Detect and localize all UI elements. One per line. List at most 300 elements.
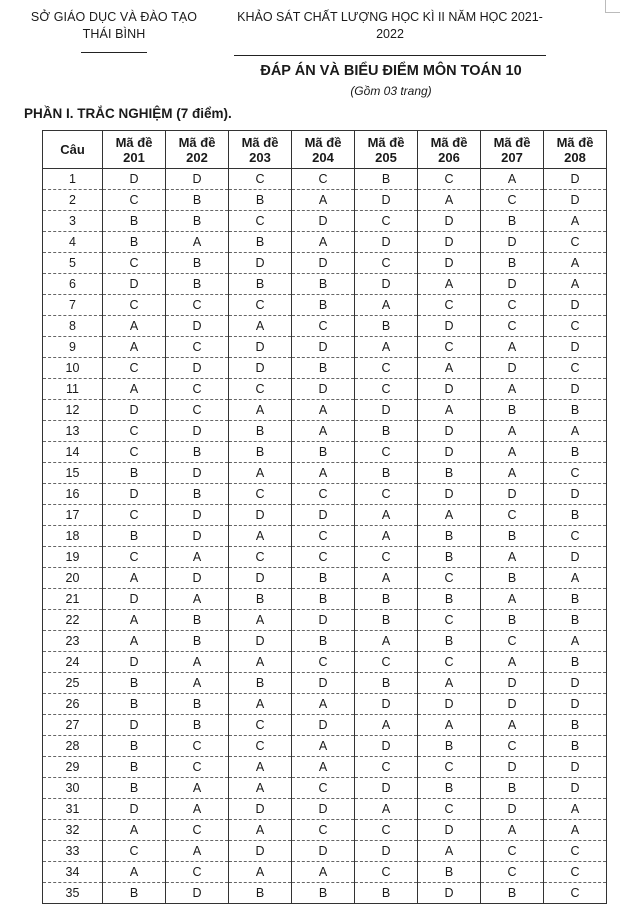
answer-cell: C bbox=[418, 757, 481, 778]
question-number-cell: 27 bbox=[43, 715, 103, 736]
answer-cell: C bbox=[544, 841, 607, 862]
answer-cell: C bbox=[166, 820, 229, 841]
answer-cell: B bbox=[103, 232, 166, 253]
answer-cell: C bbox=[418, 169, 481, 190]
answer-cell: C bbox=[481, 316, 544, 337]
answer-cell: D bbox=[355, 841, 418, 862]
answer-cell: D bbox=[355, 400, 418, 421]
answer-cell: B bbox=[481, 211, 544, 232]
answer-cell: D bbox=[418, 883, 481, 904]
answer-cell: B bbox=[166, 484, 229, 505]
answer-cell: D bbox=[103, 169, 166, 190]
answer-cell: A bbox=[229, 757, 292, 778]
answer-cell: D bbox=[292, 841, 355, 862]
answer-cell: A bbox=[229, 778, 292, 799]
table-row bbox=[43, 736, 607, 757]
answer-cell: A bbox=[481, 589, 544, 610]
answer-cell: C bbox=[292, 526, 355, 547]
table-row bbox=[43, 190, 607, 211]
answer-cell: B bbox=[166, 253, 229, 274]
answer-cell: C bbox=[355, 820, 418, 841]
answer-cell: C bbox=[103, 421, 166, 442]
answer-cell: C bbox=[292, 778, 355, 799]
answer-cell: D bbox=[103, 274, 166, 295]
question-number-cell: 5 bbox=[43, 253, 103, 274]
question-number-cell: 19 bbox=[43, 547, 103, 568]
answer-cell: A bbox=[544, 274, 607, 295]
answer-cell: D bbox=[481, 484, 544, 505]
answer-cell: A bbox=[481, 463, 544, 484]
answer-cell: A bbox=[229, 694, 292, 715]
answer-cell: D bbox=[292, 379, 355, 400]
table-row bbox=[43, 820, 607, 841]
column-header-exam-code: Mã đề 205 bbox=[355, 131, 418, 169]
answer-cell: A bbox=[544, 211, 607, 232]
answer-cell: A bbox=[229, 652, 292, 673]
answer-cell: A bbox=[103, 568, 166, 589]
question-number-cell: 12 bbox=[43, 400, 103, 421]
answer-cell: B bbox=[481, 883, 544, 904]
answer-cell: A bbox=[292, 190, 355, 211]
answer-cell: B bbox=[292, 295, 355, 316]
question-number-cell: 10 bbox=[43, 358, 103, 379]
answer-cell: C bbox=[103, 295, 166, 316]
answer-cell: D bbox=[166, 316, 229, 337]
table-row bbox=[43, 316, 607, 337]
answer-cell: C bbox=[418, 337, 481, 358]
answer-cell: B bbox=[355, 883, 418, 904]
answer-cell: B bbox=[103, 694, 166, 715]
table-row bbox=[43, 547, 607, 568]
answer-cell: C bbox=[544, 463, 607, 484]
answer-cell: C bbox=[418, 568, 481, 589]
table-row bbox=[43, 862, 607, 883]
answer-cell: D bbox=[481, 694, 544, 715]
answer-cell: D bbox=[166, 526, 229, 547]
answer-cell: C bbox=[544, 316, 607, 337]
question-number-cell: 4 bbox=[43, 232, 103, 253]
question-number-cell: 3 bbox=[43, 211, 103, 232]
answer-cell: A bbox=[103, 379, 166, 400]
answer-cell: A bbox=[166, 778, 229, 799]
answer-cell: A bbox=[355, 295, 418, 316]
answer-key-table bbox=[42, 130, 607, 904]
table-row bbox=[43, 589, 607, 610]
answer-cell: A bbox=[481, 169, 544, 190]
table-row bbox=[43, 610, 607, 631]
answer-cell: B bbox=[103, 757, 166, 778]
answer-cell: A bbox=[355, 337, 418, 358]
answer-cell: C bbox=[481, 295, 544, 316]
table-row bbox=[43, 400, 607, 421]
answer-cell: B bbox=[481, 568, 544, 589]
answer-cell: B bbox=[355, 610, 418, 631]
answer-cell: D bbox=[166, 463, 229, 484]
answer-cell: A bbox=[292, 736, 355, 757]
department-name: SỞ GIÁO DỤC VÀ ĐÀO TẠO bbox=[30, 10, 198, 24]
answer-cell: B bbox=[166, 442, 229, 463]
answer-cell: C bbox=[355, 547, 418, 568]
answer-cell: D bbox=[418, 484, 481, 505]
question-number-cell: 24 bbox=[43, 652, 103, 673]
answer-cell: C bbox=[355, 253, 418, 274]
question-number-cell: 14 bbox=[43, 442, 103, 463]
question-number-cell: 22 bbox=[43, 610, 103, 631]
question-number-cell: 2 bbox=[43, 190, 103, 211]
answer-cell: A bbox=[103, 610, 166, 631]
answer-cell: C bbox=[481, 736, 544, 757]
answer-cell: D bbox=[355, 778, 418, 799]
answer-cell: B bbox=[229, 232, 292, 253]
answer-cell: A bbox=[418, 190, 481, 211]
issuer-header bbox=[14, 9, 214, 53]
answer-cell: D bbox=[166, 169, 229, 190]
table-header-row bbox=[43, 131, 607, 169]
answer-cell: C bbox=[229, 379, 292, 400]
question-number-cell: 1 bbox=[43, 169, 103, 190]
answer-cell: A bbox=[418, 400, 481, 421]
answer-cell: D bbox=[229, 358, 292, 379]
answer-cell: B bbox=[229, 442, 292, 463]
answer-cell: B bbox=[166, 610, 229, 631]
answer-cell: D bbox=[418, 379, 481, 400]
answer-cell: C bbox=[481, 841, 544, 862]
answer-cell: C bbox=[229, 211, 292, 232]
answer-cell: B bbox=[544, 652, 607, 673]
table-row bbox=[43, 568, 607, 589]
answer-cell: D bbox=[229, 799, 292, 820]
answer-cell: B bbox=[166, 274, 229, 295]
answer-cell: D bbox=[166, 883, 229, 904]
answer-cell: D bbox=[355, 232, 418, 253]
question-number-cell: 33 bbox=[43, 841, 103, 862]
answer-cell: D bbox=[418, 211, 481, 232]
table-row bbox=[43, 757, 607, 778]
answer-cell: D bbox=[544, 484, 607, 505]
answer-cell: B bbox=[292, 358, 355, 379]
table-row bbox=[43, 232, 607, 253]
answer-cell: A bbox=[166, 589, 229, 610]
answer-cell: D bbox=[418, 232, 481, 253]
page-corner-mark bbox=[605, 0, 620, 13]
answer-cell: D bbox=[481, 358, 544, 379]
answer-cell: B bbox=[103, 736, 166, 757]
answer-cell: C bbox=[355, 358, 418, 379]
answer-cell: B bbox=[418, 547, 481, 568]
answer-cell: B bbox=[292, 568, 355, 589]
exam-title: KHẢO SÁT CHẤT LƯỢNG HỌC KÌ II NĂM HỌC 2021-2022 bbox=[237, 10, 543, 41]
table-row bbox=[43, 652, 607, 673]
answer-cell: D bbox=[166, 358, 229, 379]
answer-cell: B bbox=[481, 610, 544, 631]
answer-cell: D bbox=[481, 673, 544, 694]
answer-cell: B bbox=[166, 715, 229, 736]
answer-cell: C bbox=[292, 820, 355, 841]
answer-cell: A bbox=[103, 316, 166, 337]
answer-cell: A bbox=[229, 463, 292, 484]
answer-cell: C bbox=[481, 505, 544, 526]
answer-cell: D bbox=[103, 484, 166, 505]
answer-cell: D bbox=[418, 253, 481, 274]
table-row bbox=[43, 883, 607, 904]
answer-cell: B bbox=[355, 316, 418, 337]
answer-cell: B bbox=[418, 463, 481, 484]
answer-cell: B bbox=[166, 631, 229, 652]
answer-cell: A bbox=[355, 568, 418, 589]
answer-cell: A bbox=[166, 799, 229, 820]
table-row bbox=[43, 379, 607, 400]
table-row bbox=[43, 253, 607, 274]
answer-cell: C bbox=[355, 652, 418, 673]
table-row bbox=[43, 169, 607, 190]
question-number-cell: 9 bbox=[43, 337, 103, 358]
answer-cell: C bbox=[355, 211, 418, 232]
answer-cell: A bbox=[418, 715, 481, 736]
answer-cell: D bbox=[355, 736, 418, 757]
answer-cell: D bbox=[481, 232, 544, 253]
column-header-question: Câu bbox=[43, 131, 103, 169]
answer-cell: C bbox=[292, 652, 355, 673]
answer-cell: C bbox=[418, 295, 481, 316]
answer-cell: D bbox=[229, 631, 292, 652]
answer-cell: B bbox=[103, 526, 166, 547]
answer-cell: A bbox=[229, 526, 292, 547]
answer-cell: D bbox=[292, 673, 355, 694]
answer-cell: A bbox=[166, 652, 229, 673]
answer-cell: C bbox=[481, 862, 544, 883]
table-row bbox=[43, 442, 607, 463]
answer-cell: B bbox=[166, 211, 229, 232]
answer-cell: C bbox=[544, 862, 607, 883]
answer-cell: A bbox=[103, 631, 166, 652]
column-header-exam-code: Mã đề 208 bbox=[544, 131, 607, 169]
answer-cell: B bbox=[355, 463, 418, 484]
answer-cell: C bbox=[103, 358, 166, 379]
question-number-cell: 28 bbox=[43, 736, 103, 757]
answer-cell: B bbox=[481, 526, 544, 547]
question-number-cell: 8 bbox=[43, 316, 103, 337]
answer-cell: C bbox=[229, 547, 292, 568]
answer-cell: D bbox=[418, 820, 481, 841]
table-row bbox=[43, 274, 607, 295]
answer-cell: A bbox=[229, 610, 292, 631]
question-number-cell: 13 bbox=[43, 421, 103, 442]
answer-cell: D bbox=[292, 505, 355, 526]
answer-cell: B bbox=[229, 421, 292, 442]
answer-cell: A bbox=[418, 358, 481, 379]
question-number-cell: 7 bbox=[43, 295, 103, 316]
answer-cell: C bbox=[103, 505, 166, 526]
answer-cell: B bbox=[418, 631, 481, 652]
answer-cell: B bbox=[103, 778, 166, 799]
answer-cell: A bbox=[103, 862, 166, 883]
answer-cell: B bbox=[355, 589, 418, 610]
answer-cell: A bbox=[166, 673, 229, 694]
answer-cell: D bbox=[166, 421, 229, 442]
answer-cell: C bbox=[544, 358, 607, 379]
answer-cell: A bbox=[481, 820, 544, 841]
answer-cell: D bbox=[544, 190, 607, 211]
answer-cell: C bbox=[418, 799, 481, 820]
answer-cell: B bbox=[418, 862, 481, 883]
answer-cell: D bbox=[166, 568, 229, 589]
answer-cell: A bbox=[166, 232, 229, 253]
answer-cell: A bbox=[544, 820, 607, 841]
answer-cell: A bbox=[355, 526, 418, 547]
answer-cell: D bbox=[103, 799, 166, 820]
answer-cell: C bbox=[292, 169, 355, 190]
answer-cell: C bbox=[481, 190, 544, 211]
question-number-cell: 17 bbox=[43, 505, 103, 526]
column-header-exam-code: Mã đề 202 bbox=[166, 131, 229, 169]
answer-cell: C bbox=[418, 652, 481, 673]
answer-cell: A bbox=[229, 316, 292, 337]
answer-cell: A bbox=[166, 841, 229, 862]
answer-cell: D bbox=[229, 568, 292, 589]
answer-cell: D bbox=[292, 253, 355, 274]
answer-cell: C bbox=[229, 484, 292, 505]
question-number-cell: 15 bbox=[43, 463, 103, 484]
answer-cell: D bbox=[544, 295, 607, 316]
answer-cell: B bbox=[166, 694, 229, 715]
answer-cell: C bbox=[355, 442, 418, 463]
answer-cell: B bbox=[544, 400, 607, 421]
answer-cell: B bbox=[481, 400, 544, 421]
answer-cell: B bbox=[229, 190, 292, 211]
table-row bbox=[43, 463, 607, 484]
answer-cell: B bbox=[292, 442, 355, 463]
answer-cell: A bbox=[481, 547, 544, 568]
answer-cell: C bbox=[103, 841, 166, 862]
answer-cell: B bbox=[355, 169, 418, 190]
answer-cell: A bbox=[292, 400, 355, 421]
answer-cell: A bbox=[292, 694, 355, 715]
answer-cell: C bbox=[166, 400, 229, 421]
table-row bbox=[43, 694, 607, 715]
answer-cell: D bbox=[544, 337, 607, 358]
answer-cell: B bbox=[418, 736, 481, 757]
answer-cell: B bbox=[544, 589, 607, 610]
table-row bbox=[43, 631, 607, 652]
answer-cell: B bbox=[103, 673, 166, 694]
answer-cell: A bbox=[544, 799, 607, 820]
answer-cell: B bbox=[166, 190, 229, 211]
answer-cell: C bbox=[166, 295, 229, 316]
answer-cell: D bbox=[103, 715, 166, 736]
answer-cell: A bbox=[229, 862, 292, 883]
answer-cell: A bbox=[229, 820, 292, 841]
answer-cell: A bbox=[544, 568, 607, 589]
table-row bbox=[43, 358, 607, 379]
answer-cell: D bbox=[103, 652, 166, 673]
table-row bbox=[43, 421, 607, 442]
answer-cell: A bbox=[544, 421, 607, 442]
question-number-cell: 25 bbox=[43, 673, 103, 694]
answer-cell: B bbox=[544, 715, 607, 736]
answer-cell: D bbox=[418, 421, 481, 442]
answer-cell: A bbox=[355, 631, 418, 652]
question-number-cell: 23 bbox=[43, 631, 103, 652]
answer-cell: B bbox=[103, 883, 166, 904]
table-row bbox=[43, 484, 607, 505]
answer-cell: D bbox=[292, 715, 355, 736]
answer-cell: D bbox=[544, 673, 607, 694]
answer-cell: A bbox=[481, 715, 544, 736]
answer-cell: D bbox=[292, 337, 355, 358]
answer-cell: A bbox=[355, 505, 418, 526]
answer-cell: D bbox=[544, 547, 607, 568]
answer-cell: D bbox=[292, 610, 355, 631]
table-row bbox=[43, 841, 607, 862]
answer-cell: B bbox=[418, 589, 481, 610]
answer-cell: C bbox=[355, 379, 418, 400]
answer-cell: A bbox=[292, 757, 355, 778]
answer-cell: A bbox=[481, 442, 544, 463]
table-row bbox=[43, 673, 607, 694]
column-header-exam-code: Mã đề 204 bbox=[292, 131, 355, 169]
answer-cell: A bbox=[355, 715, 418, 736]
answer-cell: B bbox=[292, 274, 355, 295]
answer-cell: B bbox=[292, 631, 355, 652]
question-number-cell: 29 bbox=[43, 757, 103, 778]
answer-cell: A bbox=[481, 652, 544, 673]
answer-cell: D bbox=[292, 211, 355, 232]
exam-header-underline bbox=[234, 55, 546, 56]
answer-cell: D bbox=[481, 757, 544, 778]
table-row bbox=[43, 526, 607, 547]
answer-cell: C bbox=[292, 316, 355, 337]
answer-cell: D bbox=[355, 694, 418, 715]
answer-cell: D bbox=[355, 274, 418, 295]
answer-cell: C bbox=[166, 862, 229, 883]
question-number-cell: 6 bbox=[43, 274, 103, 295]
answer-cell: D bbox=[229, 337, 292, 358]
question-number-cell: 35 bbox=[43, 883, 103, 904]
answer-cell: D bbox=[544, 694, 607, 715]
answer-cell: D bbox=[292, 799, 355, 820]
answer-cell: A bbox=[418, 841, 481, 862]
table-body bbox=[43, 169, 607, 904]
answer-cell: C bbox=[103, 442, 166, 463]
answer-cell: A bbox=[544, 631, 607, 652]
answer-cell: B bbox=[418, 526, 481, 547]
answer-cell: B bbox=[355, 673, 418, 694]
table-row bbox=[43, 505, 607, 526]
question-number-cell: 32 bbox=[43, 820, 103, 841]
answer-cell: B bbox=[355, 421, 418, 442]
answer-cell: B bbox=[544, 505, 607, 526]
answer-cell: C bbox=[103, 253, 166, 274]
column-header-exam-code: Mã đề 207 bbox=[481, 131, 544, 169]
answer-cell: B bbox=[229, 883, 292, 904]
answer-cell: A bbox=[292, 463, 355, 484]
answer-cell: D bbox=[166, 505, 229, 526]
answer-cell: D bbox=[355, 190, 418, 211]
answer-cell: D bbox=[229, 253, 292, 274]
answer-cell: C bbox=[166, 736, 229, 757]
answer-cell: B bbox=[229, 274, 292, 295]
exam-header bbox=[234, 9, 546, 56]
answer-cell: C bbox=[229, 169, 292, 190]
answer-cell: C bbox=[229, 295, 292, 316]
province-name: THÁI BÌNH bbox=[82, 27, 146, 41]
answer-cell: B bbox=[544, 610, 607, 631]
answer-cell: A bbox=[481, 379, 544, 400]
answer-cell: C bbox=[544, 232, 607, 253]
answer-cell: D bbox=[481, 274, 544, 295]
answer-cell: B bbox=[544, 442, 607, 463]
answer-cell: B bbox=[229, 589, 292, 610]
